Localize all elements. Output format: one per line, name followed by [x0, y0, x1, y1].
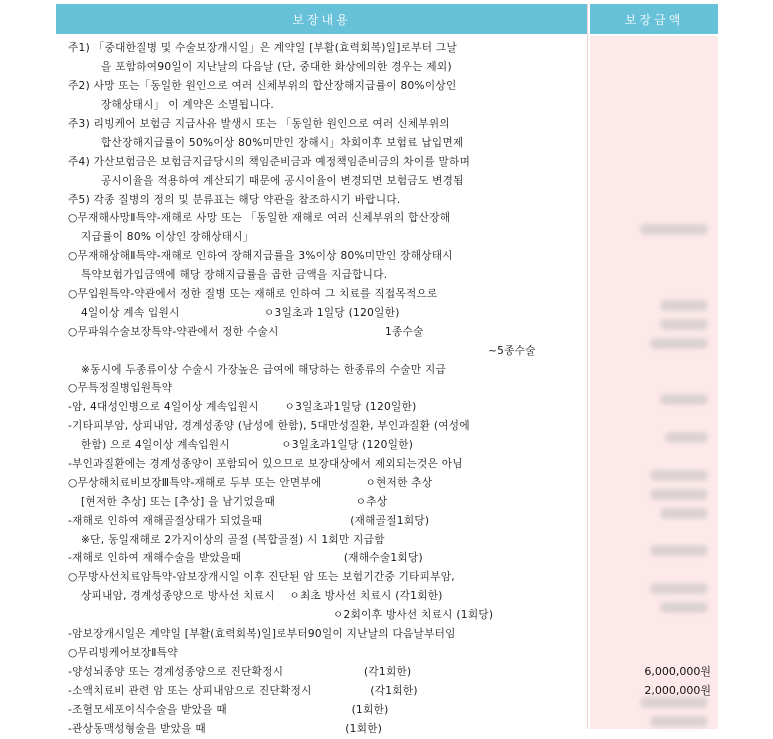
coverage-line: -재해로 인하여 재해골절상태가 되었을때 (재해골절1회당) [68, 515, 430, 527]
coverage-line: ○무입원특약-약관에서 정한 질병 또는 재해로 인하여 그 치료를 직접목적으로 [68, 288, 438, 300]
coverage-line: -조혈모세포이식수술을 받았을 때 (1회한) [68, 704, 389, 716]
coverage-line: 장해상태시」 이 계약은 소멸됩니다. [101, 99, 275, 111]
coverage-line: -암보장개시일은 계약일 [부활(효력회복)일]로부터90일이 지난날의 다음날부터임 [68, 628, 456, 640]
coverage-line: 4일이상 계속 입원시 ㅇ3일초과 1일당 (120일한) [81, 307, 400, 319]
coverage-line: ○무방사선치료암특약-암보장개시일 이후 진단된 암 또는 보험기간중 기타피부암, [68, 571, 455, 583]
coverage-line: 지급률이 80% 이상인 장해상태시」 [81, 231, 254, 243]
coverage-line: 합산장해지급률이 50%이상 80%미만인 장해시」차회이후 보험료 납입면제 [101, 137, 464, 149]
redacted-amount [640, 697, 708, 708]
coverage-line: ○무특정질병입원특약 [68, 382, 173, 394]
coverage-line: 주3) 리빙케어 보험금 지급사유 발생시 또는 「동일한 원인으로 여러 신체부위의 [68, 118, 450, 130]
redacted-amount [650, 545, 708, 556]
amount-column [590, 36, 718, 729]
coverage-line: 주1) 「중대한질병 및 수술보장개시일」은 계약일 [부활(효력회복)일]로부터 그날 [68, 42, 458, 54]
coverage-amount: 2,000,000원 [644, 684, 711, 697]
redacted-amount [640, 224, 708, 235]
coverage-line: ㅇ2회이후 방사선 치료시 (1회당) [333, 609, 494, 621]
coverage-line: -부인과질환에는 경계성종양이 포함되어 있으므로 보장대상에서 제외되는것은 아님 [68, 458, 463, 470]
redacted-amount [650, 338, 708, 349]
redacted-amount [665, 432, 708, 443]
redacted-amount [660, 508, 708, 519]
coverage-line: 주2) 사망 또는「동일한 원인으로 여러 신체부위의 합산장해지급률이 80%이상인 [68, 80, 457, 92]
header-coverage-content: 보장내용 [56, 4, 587, 34]
coverage-line: -기타피부암, 상피내암, 경계성종양 (남성에 한함), 5대만성질환, 부인과질환 (여성에 [68, 420, 470, 432]
coverage-line: -암, 4대성인병으로 4일이상 계속입원시 ㅇ3일초과1일당 (120일한) [68, 401, 417, 413]
redacted-amount [660, 602, 708, 613]
coverage-line: 주4) 가산보험금은 보험금지급당시의 책임준비금과 예정책임준비금의 차이를 말하며 [68, 156, 471, 168]
coverage-line: 주5) 각종 질병의 정의 및 분류표는 해당 약관을 참조하시기 바랍니다. [68, 194, 401, 206]
coverage-line: -재해로 인하여 재해수술을 받았을때 (재해수술1회당) [68, 552, 423, 564]
coverage-line: -소액치료비 관련 암 또는 상피내암으로 진단확정시 (각1회한) [68, 685, 418, 697]
coverage-line: 한함) 으로 4일이상 계속입원시 ㅇ3일초과1일당 (120일한) [81, 439, 414, 451]
coverage-line: -양성뇌종양 또는 경계성종양으로 진단확정시 (각1회한) [68, 666, 412, 678]
redacted-amount [650, 716, 708, 727]
coverage-line: ~5종수술 [488, 345, 536, 357]
coverage-line: ※단, 동일재해로 2가지이상의 골절 (복합골절) 시 1회만 지급함 [81, 534, 385, 546]
header-coverage-amount: 보장금액 [590, 4, 718, 34]
coverage-line: [현저한 추상] 또는 [추상] 을 남기었을때 ㅇ추상 [81, 496, 388, 508]
redacted-amount [660, 300, 708, 311]
coverage-line: 공시이율을 적용하여 계산되기 때문에 공시이율이 변경되면 보험금도 변경됨 [101, 175, 464, 187]
coverage-line: 상피내암, 경계성종양으로 방사선 치료시 ㅇ최초 방사선 치료시 (각1회한) [81, 590, 443, 602]
coverage-line: ○무리빙케어보장Ⅱ특약 [68, 647, 178, 659]
coverage-line: ○무상해치료비보장Ⅲ특약-재해로 두부 또는 안면부에 ㅇ현저한 추상 [68, 477, 433, 489]
coverage-line: ※동시에 두종류이상 수술시 가장높은 급여에 해당하는 한종류의 수술만 지급 [81, 364, 447, 376]
redacted-amount [650, 489, 708, 500]
coverage-line: 특약보험가입금액에 해당 장해지급률을 곱한 금액을 지급합니다. [81, 269, 388, 281]
redacted-amount [660, 394, 708, 405]
coverage-line: ○무파워수술보장특약-약관에서 정한 수술시 1종수술 [68, 326, 424, 338]
coverage-line: ○무재해사망Ⅱ특약-재해로 사망 또는 「동일한 재해로 여러 신체부위의 합산장해 [68, 212, 451, 224]
redacted-amount [650, 583, 708, 594]
coverage-line: -관상동맥성형술을 받았을 때 (1회한) [68, 723, 383, 735]
coverage-amount: 6,000,000원 [644, 665, 711, 678]
coverage-line: 을 포함하여90일이 지난날의 다음날 (단, 중대한 화상에의한 경우는 제외) [101, 61, 452, 73]
coverage-line: ○무재해상해Ⅱ특약-재해로 인하여 장해지급률을 3%이상 80%미만인 장해상태시 [68, 250, 453, 262]
redacted-amount [650, 470, 708, 481]
redacted-amount [660, 319, 708, 330]
column-divider [587, 4, 588, 729]
